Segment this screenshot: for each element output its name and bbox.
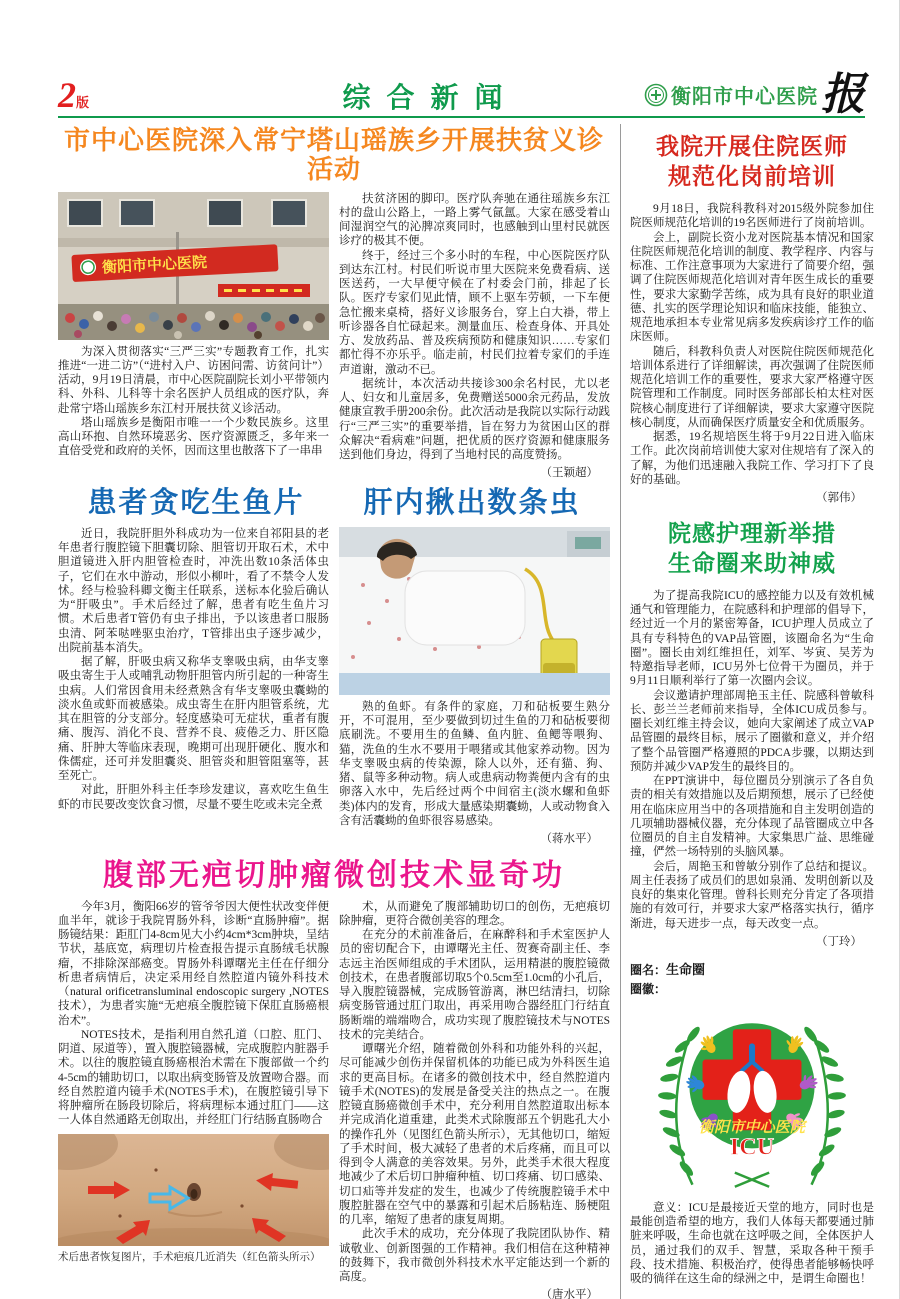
- paragraph: 在充分的术前准备后，在麻醉科和手术室医护人员的密切配合下，由谭曙光主任、贺赛奇副主任、李志远主治医师组成的手术团队，运用精湛的腹腔镜微创技术，在患者腹部切取5个0.5cm至1.0cm的小孔后，导入腹腔镜器械，完成肠管游离，淋巴结清扫，切除病变肠管通过肛门取出，再采用吻合器经肛门行结直肠断端的端端吻合，成功实现了腹腔镜技术与NOTES技术的完美结合。: [339, 929, 610, 1041]
- edition-block: [58, 75, 248, 118]
- paragraph: 终于，经过三个多小时的车程，中心医院医疗队到达东江村。村民们听说市里大医院来免费看病、送医送药，一大早便守候在了村委会门前，排起了长队。医疗专家们见此情，顾不上驱车劳顿，一下车便急忙搬来桌椅，搭好义诊服务台，穿上白大褂，带上听诊器各自忙碌起来。测量血压、检查身体、开具处方、发放药品、普及疾病预防和健康知识……专家们都忙得不亦乐乎。临走前，村民们拉着专家们的手连声道谢，激动不已。: [339, 249, 610, 376]
- article-text-block: [630, 589, 874, 931]
- paragraph: 扶贫济困的脚印。医疗队奔驰在通往瑶族乡东江村的盘山公路上，一路上雾气氤氲。大家在感受着山间湿润空气的沁脾凉爽同时，也感触到山里村民就医诊疗的极其不便。: [339, 192, 610, 248]
- byline-icu: （丁玲）: [816, 935, 862, 948]
- paragraph: 会上，副院长资小龙对医院基本情况和国家住院医师规范化培训的制度、教学程序、内容与标准、工作注意事项为大家进行了简要介绍，强调了住院医师规范化培训对青年医生成长的重要性，要求大家勤学苦练，成为具有良好的职业道德、扎实的医学理论知识和临床技能，能独立、规范地承担本专业常见病多发疾病诊疗工作的临床医师。: [630, 231, 874, 344]
- masthead-brand: [597, 70, 865, 119]
- paragraph: 塔山瑶族乡是衡阳市唯一一个少数民族乡。这里高山环抱、自然环境恶劣、医疗资源匮乏，多年来一直倍受党和政府的关怀，因而这里也散落下了一串串: [58, 416, 329, 458]
- paragraph: 今年3月，衡阳66岁的管爷爷因大便性状改变伴便血半年，就诊于我院胃肠外科，诊断“直肠肿瘤”。据肠镜结果：距肛门4-8cm见大小约4cm*3cm肿块，呈结节状，基底宽，病理切片检查报告提示直肠绒毛状腺瘤，不排除深部癌变。胃肠外科谭曙光主任在仔细分析患者病情后，决定采用经自然腔道内镜外科技术（natural orificetransluminal endoscopic surgery ,NOTES技术），为患者实施“无疤痕全腹腔镜下保肛直肠癌根治术”。: [58, 900, 329, 1027]
- edition-label: 版: [76, 95, 90, 111]
- headline-icu-line1: 院感护理新举措: [668, 520, 836, 547]
- circle-emblem-label: 圈徽：: [630, 981, 667, 996]
- article-text-block: [630, 202, 874, 487]
- headline-training: [630, 132, 874, 192]
- circle-name-value: 生命圈: [666, 961, 706, 977]
- byline-training: （郭伟）: [816, 492, 862, 505]
- article-text-block: [339, 700, 610, 828]
- headline-liver-fluke-right: 肝内揪出数条虫: [363, 487, 581, 520]
- article-text-block: [339, 900, 610, 1285]
- circle-name-row: [630, 959, 874, 978]
- paragraph: 会后，周艳玉和曾敏分别作了总结和提议。周主任表扬了成员们的思如泉涌、发明创新以及良好的集束化管理。曾科长则充分肯定了各项措施的有效可行，并要求大家严格落实执行，循序渐进，每天进步一点，每天改变一点。: [630, 860, 874, 930]
- icu-meaning-paragraph: 意义：ICU是最接近天堂的地方，同时也是最能创造希望的地方，我们人体每天都要通过肺脏来呼吸，生命也就在这呼吸之间，全体医护人员，通过我们的双手、智慧，采取各种干预手段、技术措施、积极治疗，使得患者能够畅快呼吸的徜徉在这生命的绿洲之中，是谓生命圈也！: [630, 1201, 874, 1286]
- page-header: [58, 70, 865, 119]
- photo-caption-abdomen: 术后患者恢复图片，手术疤痕几近消失（红色箭头所示）: [58, 1251, 321, 1263]
- headline-icu-circle: [630, 519, 874, 579]
- paragraph: 近日，我院肝胆外科成功为一位来自祁阳县的老年患者行腹腔镜下胆囊切除、胆管切开取石术，术中胆道镜进入肝内胆管检查时，冲洗出数10条活体虫子，它们在水中游动，形似小柳叶，看了不禁令人发怵。经与检验科卿文衡主任联系，送标本化验后确认为“肝吸虫”。手术后经过了解，患者有吃生鱼片习惯。术后患者T管仍有虫子排出，予以该患者口服肠虫清、阿苯哒唑驱虫治疗，T管排出虫子逐步减少，出院前基本消失。: [58, 527, 329, 654]
- paragraph: 在PPT演讲中，每位圈员分别演示了各自负责的相关有效措施以及后期预想，展示了已经使用在临床应用当中的各项措施和自主发明创造的几项辅助器械仪器，充分体现了品管圈成立中各位圈员的自主自发精神。大家集思广益、思维碰撞，俨然一场特别的头脑风暴。: [630, 775, 874, 859]
- photo-patient-bed: [339, 527, 610, 695]
- article-charity-clinic: [58, 126, 610, 480]
- article-training: [630, 132, 874, 505]
- icu-circle-logo: [646, 1001, 858, 1195]
- paragraph: 为深入贯彻落实“三严三实”专题教育工作，扎实推进“一进二访”（“进村入户、访困问需、访贫问计”）活动，9月19日清晨，市中心医院副院长刘小平带领内科、外科、儿科等十余名医护人员组成的医疗队，奔赴常宁塔山瑶族乡东江村开展扶贫义诊活动。: [58, 345, 329, 415]
- masthead-suffix: 报: [821, 70, 865, 119]
- headline-liver-fluke-left: 患者贪吃生鱼片: [87, 487, 305, 520]
- paragraph: 9月18日，我院科教科对2015级外院参加住院医师规范化培训的19名医师进行了岗前培训。: [630, 203, 874, 230]
- paragraph: 谭曙光介绍，随着微创外科和功能外科的兴起，尽可能减少创伤并保留机体的功能已成为外科医生追求的更高目标。在诸多的微创技术中，经自然腔道内镜手术(NOTES)的发展是备受关注的热点之一。在腹腔镜直肠癌微创手术中，充分利用自然腔道取出标本并完成消化道重建，此类术式除腹部五个钥匙孔大小的操作孔外（见图红色箭头所示），无其他切口，缩短了手术时间，极大减轻了患者的术后疼痛，而且可以得到令人满意的美容效果。另外，此类手术很大程度地减少了术后切口肿瘤种植、切口疼痛、切口感染、切口疝等并发症的发生，也减少了传统腹腔镜手术中腹腔脏器在空气中的暴露和引起术后肠粘连、肠梗阻的几率，缩短了患者的康复周期。: [339, 1043, 610, 1227]
- headline-liver-fluke: [58, 488, 610, 518]
- paragraph: 术，从而避免了腹部辅助切口的创伤，无疤痕切除肿瘤，更符合微创美容的理念。: [339, 900, 610, 927]
- article-notes-surgery: [58, 860, 610, 1299]
- edition-number: 2: [58, 75, 76, 116]
- article-text-block: [58, 345, 329, 459]
- paragraph: 对此，肝胆外科主任李珍发建议，喜欢吃生鱼生虾的市民要改变饮食习惯，尽量不要生吃或未完全煮: [58, 784, 329, 811]
- side-column: [620, 124, 874, 1299]
- byline-charity: （王颖超）: [540, 467, 598, 480]
- headline-training-line2: 规范化岗前培训: [668, 163, 836, 190]
- hospital-logo-icon: [644, 83, 668, 107]
- paragraph: 据悉，19名规培医生将于9月22日进入临床工作。此次岗前培训使大家对住规培有了深入的了解，为他们迅速融入我院工作、学习打下了良好的基础。: [630, 431, 874, 486]
- article-text-block: [58, 527, 329, 812]
- headline-icu-line2: 生命圈来助神威: [668, 550, 836, 577]
- paragraph: 熟的鱼虾。有条件的家庭，刀和砧板要生熟分开，不可混用，至少要做到切过生鱼的刀和砧板要彻底刷洗。不要用生的鱼鳞、鱼内脏、鱼鳃等喂狗、猫，洗鱼的生水不要用于喂猪或其他家养动物。因为华支睾吸虫病的传染源，除人以外，还有猫、狗、猪、鼠等多种动物。病人或患病动物粪便内含有的虫卵落入水中，先后经过两个中间宿主(淡水螺和鱼虾类)体内的发育，形成大量感染期囊蚴，人或动物食入含有活囊蚴的鱼虾很容易感染。: [339, 700, 610, 827]
- headline-charity-clinic: 市中心医院深入常宁塔山瑶族乡开展扶贫义诊活动: [63, 125, 604, 184]
- paragraph: 会议邀请护理部周艳玉主任、院感科曾敏科长、彭兰兰老师前来指导，全体ICU成员参与。圈长刘红维主持会议，她向大家阐述了成立VAP品管圈的最终目标，展示了圈徽和意义，并介绍了整个品管圈严格遵照的PDCA步骤，以期达到预防并减少VAP发生的最终目的。: [630, 689, 874, 773]
- masthead-name: 衡阳市中心医院: [671, 86, 818, 109]
- main-column: [58, 124, 610, 1299]
- paragraph: 据了解，肝吸虫病又称华支睾吸虫病，由华支睾吸虫寄生于人或哺乳动物肝胆管内所引起的一种寄生虫病。人们常因食用未经煮熟含有华支睾吸虫囊蚴的淡水鱼或虾而被感染。成虫寄生在肝内胆管系统，尤其在胆管的分支部分。轻度感染可无症状，重者有腹痛、腹泻、消化不良、营养不良、疲倦乏力、肝区隐痛、肝肿大等临床表现，晚期可出现肝硬化、腹水和侏儒症，还可并发胆囊炎、胆管炎和胆管阻塞等，甚至死亡。: [58, 656, 329, 783]
- section-title: 综合新闻: [342, 81, 519, 113]
- paragraph: 随后，科教科负责人对医院住院医师规范化培训体系进行了详细解读，再次强调了住院医师规范化培训工作的重要性，要求大家严格遵守医院管理和工作制度。同时医务部部长柏太柱对医院核心制度进行了详细解读，要求大家遵守医院核心制度，从而确保医疗质量安全和优质服务。: [630, 345, 874, 429]
- circle-name-label: 圈名：: [630, 962, 667, 977]
- photo-banner-text: 衡阳市中心医院: [101, 253, 208, 277]
- paragraph: 此次手术的成功，充分体现了我院团队协作、精诚敬业、创新图强的工作精神。我们相信在这种精神的鼓舞下，我市微创外科技术水平定能达到一个新的高度。: [339, 1228, 610, 1284]
- headline-training-line1: 我院开展住院医师: [656, 133, 848, 160]
- article-icu-circle: [630, 519, 874, 1286]
- photo-abdomen: [58, 1134, 329, 1246]
- byline-notes: （唐水平）: [540, 1289, 598, 1299]
- paragraph: 据统计，本次活动共接诊300余名村民，尤以老人、妇女和儿童居多，免费赠送5000余元药品，发放健康宣教手册200余份。此次活动是我院以实际行动践行“三严三实”的重要举措，旨在努力为贫困山区的群众解决“看病难”问题，把优质的医疗资源和健康服务送到他们身边，得到了当地村民的高度赞扬。: [339, 377, 610, 462]
- paragraph: NOTES技术，是指利用自然孔道（口腔、肛门、阴道、尿道等），置入腹腔镜器械，完成腹腔内脏器手术。以往的腹腔镜直肠癌根治术需在下腹部做一个约4-5cm的辅助切口，以取出病变肠管及放置吻合器。而经自然腔道内镜手术(NOTES手术)，在腹腔镜引导下将肿瘤所在肠段切除后，将病理标本通过肛门——这一人体自然通路无创取出，并经肛门行结肠直肠吻合: [58, 1028, 329, 1127]
- paragraph: 为了提高我院ICU的感控能力以及有效机械通气和管理能力，在院感科和护理部的倡导下，经过近一个月的紧密筹备，ICU护理人员成立了具有专科特色的VAP品管圈，该圈命名为“生命圈”。圈长由刘红维担任，刘军、岑寅、吴芳为特邀指导老师，ICU另外七位骨干为圈员，并于9月11日顺利举行了第一次圈内会议。: [630, 589, 874, 688]
- headline-notes-surgery: 腹部无疤切肿瘤微创技术显奇功: [103, 859, 565, 893]
- logo-hospital-name: 衡阳市中心医院: [699, 1120, 805, 1137]
- photo-charity-clinic: [58, 192, 329, 340]
- logo-icu-text: ICU: [729, 1133, 775, 1161]
- article-text-block: [339, 192, 610, 463]
- article-text-block: [58, 900, 329, 1128]
- byline-liver-fluke: （蒋水平）: [540, 833, 598, 846]
- article-liver-fluke: [58, 488, 610, 846]
